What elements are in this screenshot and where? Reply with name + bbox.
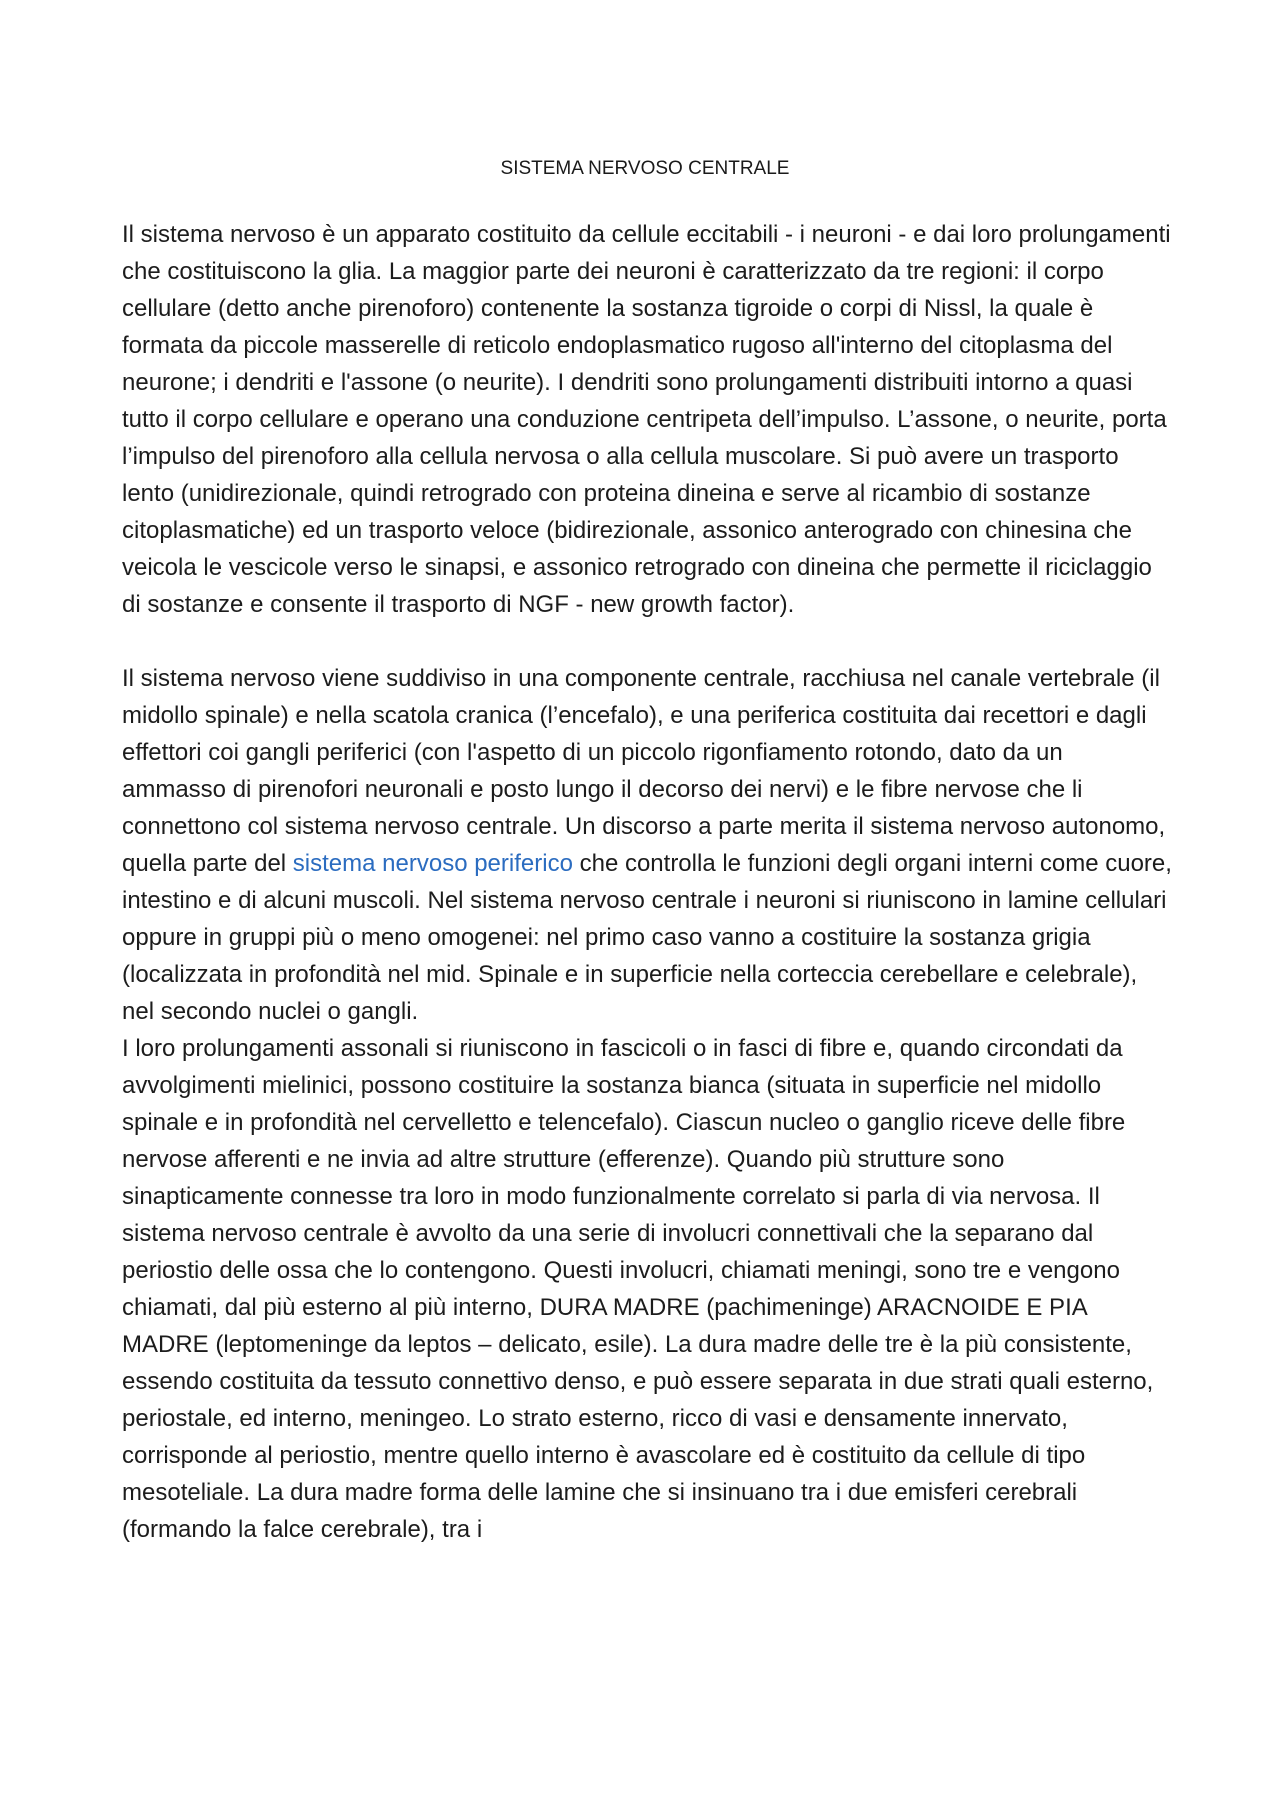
document-title: SISTEMA NERVOSO CENTRALE [500,158,790,179]
document-body [122,216,1172,1548]
paragraph-spacer [122,623,1172,660]
paragraph-divisions-text-end: che controlla le funzioni degli organi interni come cuore, intestino e di alcuni muscoli. Nel sistema nervoso centrale i neuroni si riuniscono in lamine cellulari oppure in gruppi più o meno omogenei: nel primo caso vanno a costituire la sostanza grigia (localizzata in profondità nel mid. Spinale e in superficie nella corteccia cerebellare e celebrale), nel secondo nuclei o gangli. [122,850,1172,1025]
link-sistema-nervoso-periferico[interactable]: sistema nervoso periferico [292,850,573,877]
paragraph-neurons: Il sistema nervoso è un apparato costituito da cellule eccitabili - i neuroni - e dai loro prolungamenti che costituiscono la glia. La maggior parte dei neuroni è caratterizzato da tre regioni: il corpo cellulare (detto anche pirenoforo) contenente la sostanza tigroide o corpi di Nissl, la quale è formata da piccole masserelle di reticolo endoplasmatico rugoso all'interno del citoplasma del neurone; i dendriti e l'assone (o neurite). I dendriti sono prolungamenti distribuiti intorno a quasi tutto il corpo cellulare e operano una conduzione centripeta dell’impulso. L’assone, o neurite, porta l’impulso del pirenoforo alla cellula nervosa o alla cellula muscolare. Si può avere un trasporto lento (unidirezionale, quindi retrogrado con proteina dineina e serve al ricambio di sostanze citoplasmatiche) ed un trasporto veloce (bidirezionale, assonico anterogrado con chinesina che veicola le vescicole verso le sinapsi, e assonico retrogrado con dineina che permette il riciclaggio di sostanze e consente il trasporto di NGF - new growth factor). [122,221,1171,618]
paragraph-divisions-text-start: Il sistema nervoso viene suddiviso in una componente centrale, racchiusa nel canale vertebrale (il midollo spinale) e nella scatola cranica (l’encefalo), e una periferica costituita dai recettori e dagli effettori coi gangli periferici (con l'aspetto di un piccolo rigonfiamento rotondo, dato da un ammasso di pirenofori neuronali e posto lungo il decorso dei nervi) e le fibre nervose che li connettono col sistema nervoso centrale. Un discorso a parte merita il sistema nervoso autonomo, quella parte del [122,665,1166,877]
paragraph-meninges: I loro prolungamenti assonali si riuniscono in fascicoli o in fasci di fibre e, quando circondati da avvolgimenti mielinici, possono costituire la sostanza bianca (situata in superficie nel midollo spinale e in profondità nel cervelletto e telencefalo). Ciascun nucleo o ganglio riceve delle fibre nervose afferenti e ne invia ad altre strutture (efferenze). Quando più strutture sono sinapticamente connesse tra loro in modo funzionalmente correlato si parla di via nervosa. Il sistema nervoso centrale è avvolto da una serie di involucri connettivali che la separano dal periostio delle ossa che lo contengono. Questi involucri, chiamati meningi, sono tre e vengono chiamati, dal più esterno al più interno, DURA MADRE (pachimeninge) ARACNOIDE E PIA MADRE (leptomeninge da leptos – delicato, esile). La dura madre delle tre è la più consistente, essendo costituita da tessuto connettivo denso, e può essere separata in due strati quali esterno, periostale, ed interno, meningeo. Lo strato esterno, ricco di vasi e densamente innervato, corrisponde al periostio, mentre quello interno è avascolare ed è costituito da cellule di tipo mesoteliale. La dura madre forma delle lamine che si insinuano tra i due emisferi cerebrali (formando la falce cerebrale), tra i [122,1035,1154,1543]
paragraph-divisions [122,660,1172,1030]
